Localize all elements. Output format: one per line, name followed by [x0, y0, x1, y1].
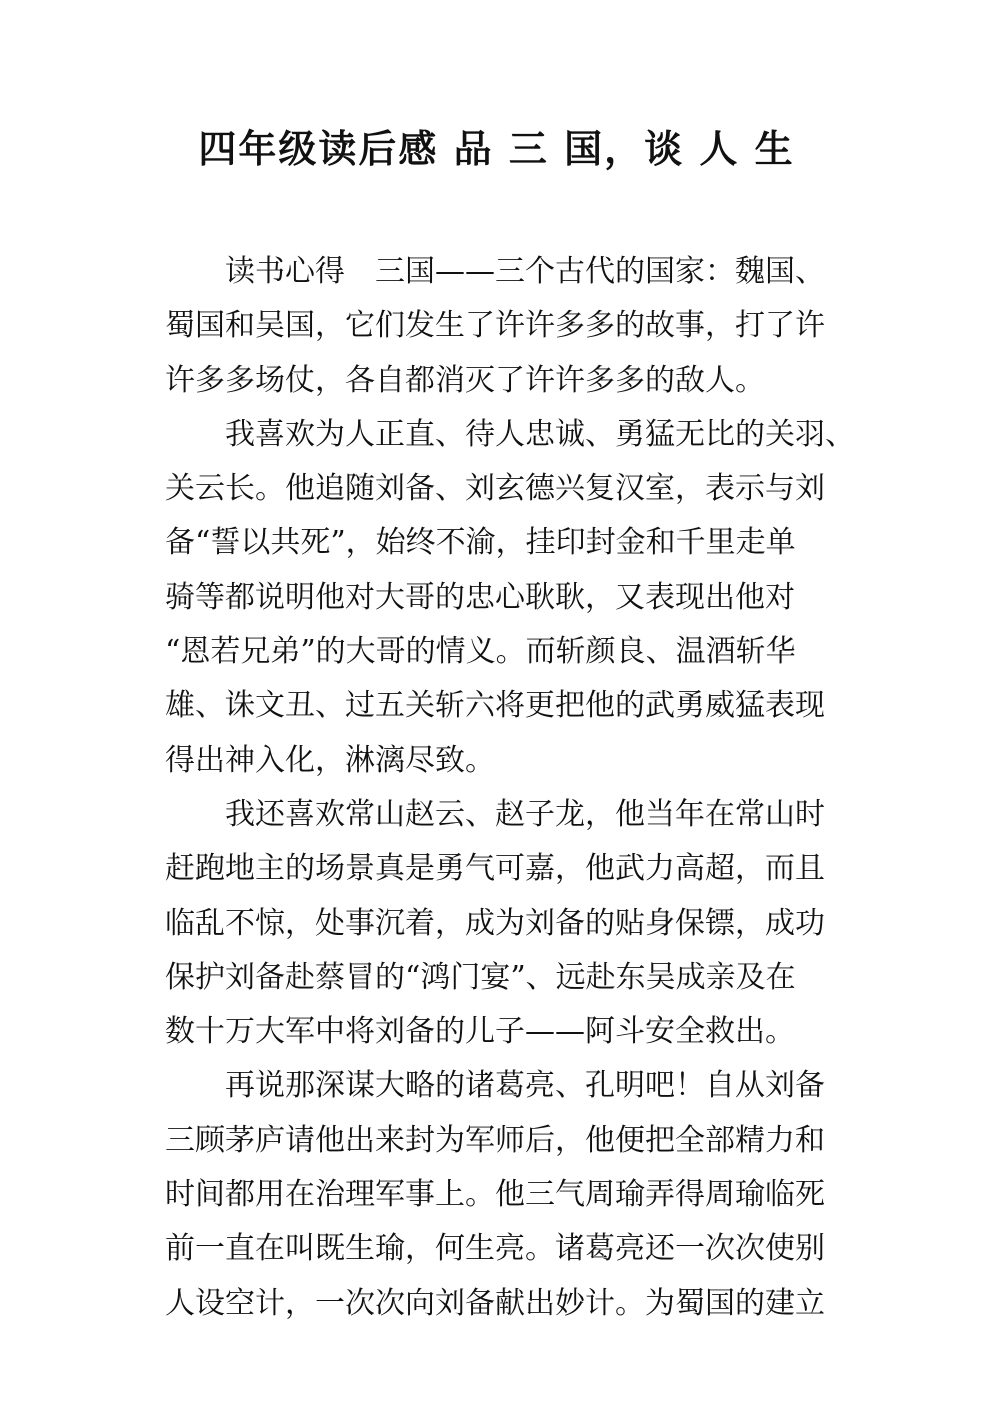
- text-line: 许多多场仗，各自都消灭了许许多多的敌人。: [165, 362, 765, 398]
- text-line: 前一直在叫既生瑜，何生亮。诸葛亮还一次次使别: [165, 1231, 825, 1267]
- text-line: 骑等都说明他对大哥的忠心耿耿，又表现出他对: [165, 579, 795, 615]
- text-line: 得出神入化，淋漓尽致。: [165, 742, 495, 778]
- text-line: 读书心得 三国——三个古代的国家：魏国、: [225, 254, 825, 289]
- text-line: “恩若兄弟”的大哥的情义。而斩颜良、温酒斩华: [165, 634, 796, 670]
- text-line: 保护刘备赴蔡冒的“鸿门宴”、远赴东吴成亲及在: [165, 959, 796, 995]
- text-line: 临乱不惊，处事沉着，成为刘备的贴身保镖，成功: [165, 905, 825, 941]
- page-title: 四年级读后感 品 三 国，谈 人 生: [198, 127, 795, 171]
- text-line: 三顾茅庐请他出来封为军师后，他便把全部精力和: [165, 1122, 825, 1158]
- text-line: 数十万大军中将刘备的儿子——阿斗安全救出。: [165, 1014, 795, 1050]
- text-line: 我喜欢为人正直、待人忠诚、勇猛无比的关羽、: [225, 416, 855, 452]
- text-line: 关云长。他追随刘备、刘玄德兴复汉室，表示与刘: [165, 471, 825, 507]
- text-line: 赶跑地主的场景真是勇气可嘉，他武力高超，而且: [165, 851, 825, 887]
- text-line: 我还喜欢常山赵云、赵子龙，他当年在常山时: [225, 796, 825, 832]
- text-line: 人设空计，一次次向刘备献出妙计。为蜀国的建立: [165, 1285, 825, 1321]
- text-line: 时间都用在治理军事上。他三气周瑜弄得周瑜临死: [165, 1177, 825, 1213]
- text-line: 雄、诛文丑、过五关斩六将更把他的武勇威猛表现: [165, 688, 825, 724]
- text-line: 再说那深谋大略的诸葛亮、孔明吧！自从刘备: [225, 1068, 825, 1104]
- text-line: 蜀国和吴国，它们发生了许许多多的故事，打了许: [165, 308, 825, 344]
- article-body: [165, 245, 855, 1331]
- text-line: 备“誓以共死”，始终不渝，挂印封金和千里走单: [165, 525, 796, 561]
